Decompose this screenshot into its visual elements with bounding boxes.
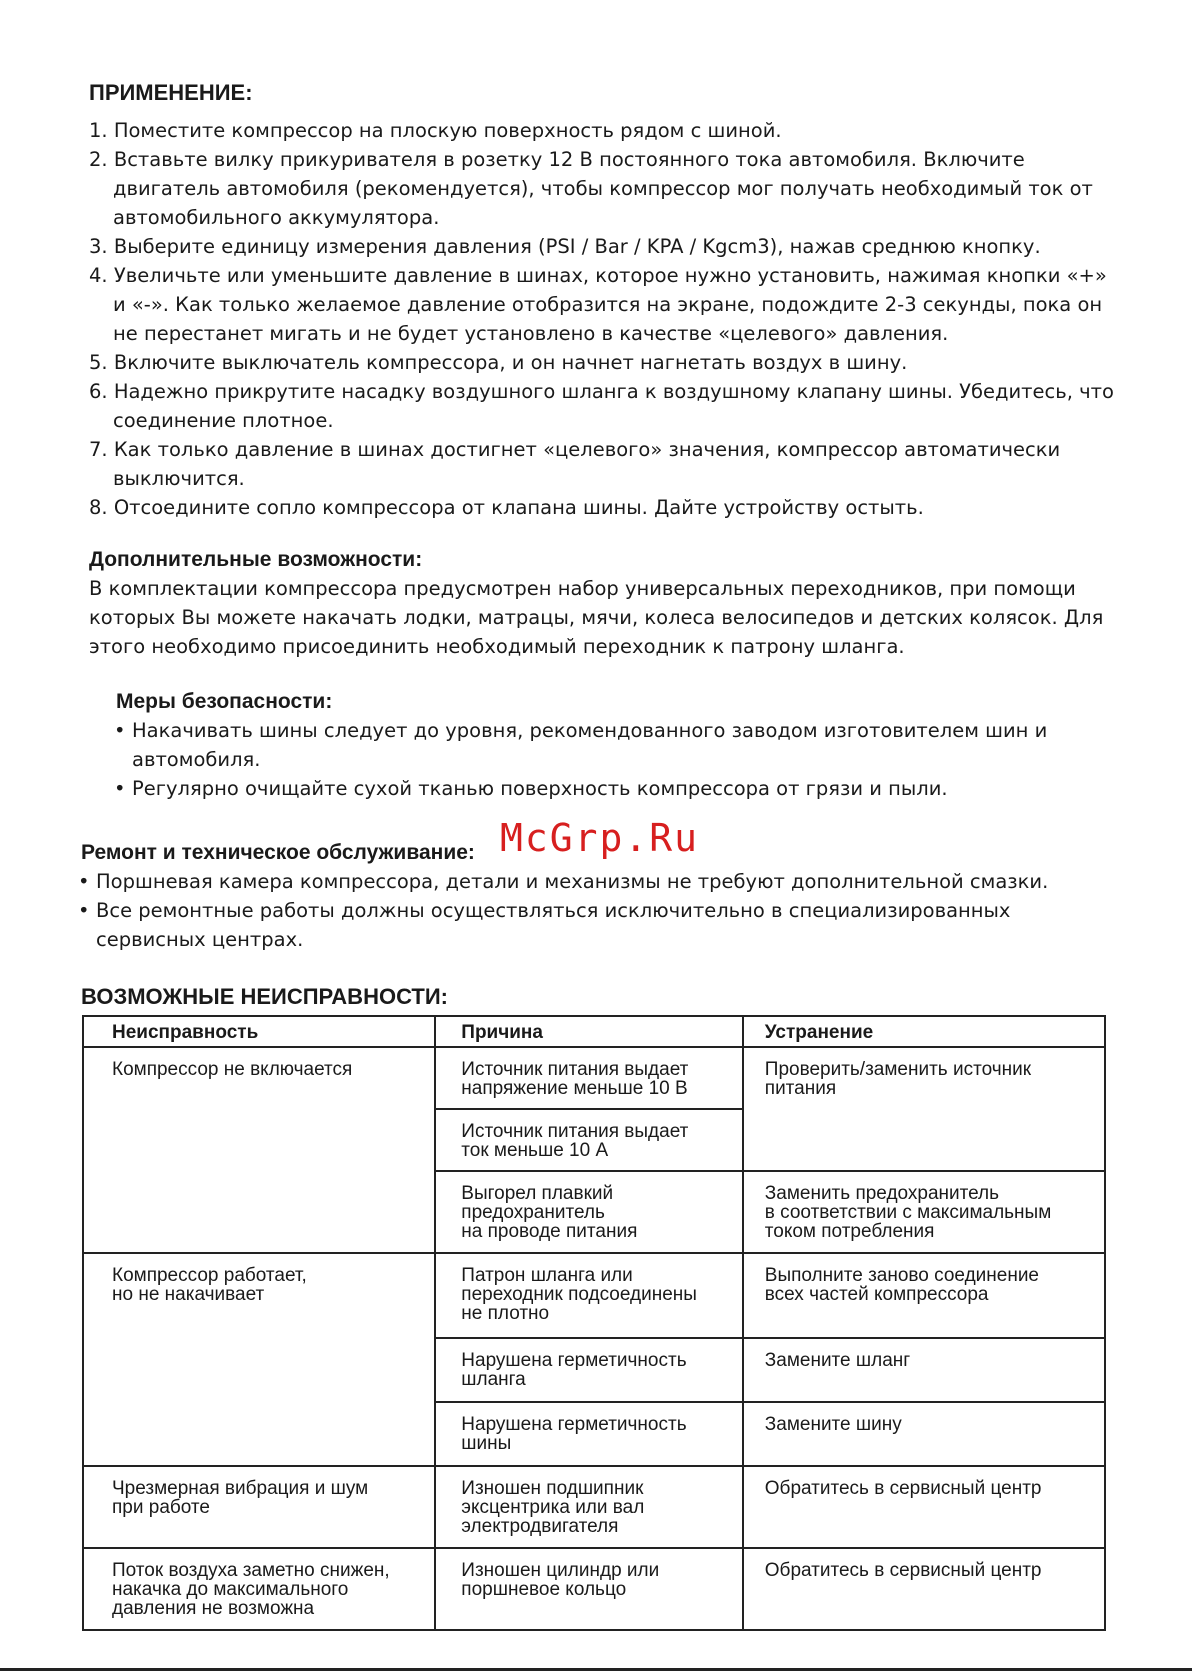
safety-item <box>114 716 1074 774</box>
step-text: Включите выключатель компрессора, и он начнет нагнетать воздух в шину. <box>113 351 908 374</box>
cause-cell: Источник питания выдает ток меньше 10 А <box>435 1109 743 1171</box>
step-text: Поместите компрессор на плоскую поверхность рядом с шиной. <box>113 119 782 142</box>
cause-cell: Источник питания выдает напряжение меньше 10 В <box>435 1047 743 1109</box>
fix-cell: Обратитесь в сервисный центр <box>743 1548 1105 1630</box>
step-number: 4. <box>89 264 108 287</box>
fix-cell: Замените шину <box>743 1402 1105 1466</box>
step-text: Как только давление в шинах достигнет «целевого» значения, компрессор автоматически выключится. <box>113 438 1061 490</box>
step-number: 6. <box>89 380 108 403</box>
step-text: Вставьте вилку прикуривателя в розетку 12 В постоянного тока автомобиля. Включите двигатель автомобиля (рекомендуется), чтобы компрессор мог получать необходимый ток от автомобильного аккумулятора. <box>113 148 1093 229</box>
fault-cell: Поток воздуха заметно снижен, накачка до максимального давления не возможна <box>83 1548 435 1630</box>
step-text: Увеличьте или уменьшите давление в шинах, которое нужно установить, нажимая кнопки «+» и «-». Как только желаемое давление отобразится на экране, подождите 2-3 секунды, пока он не перестанет мигать и не будет установлено в качестве «целевого» давления. <box>113 264 1107 345</box>
usage-steps-list <box>89 116 1119 522</box>
cause-cell: Нарушена герметичность шины <box>435 1402 743 1466</box>
step-number: 5. <box>89 351 108 374</box>
cause-cell: Патрон шланга или переходник подсоединены не плотно <box>435 1253 743 1338</box>
fault-cell: Чрезмерная вибрация и шум при работе <box>83 1466 435 1548</box>
fix-cell: Заменить предохранитель в соответствии с максимальным током потребления <box>743 1171 1105 1253</box>
header-fix: Устранение <box>743 1016 1105 1047</box>
fix-cell: Обратитесь в сервисный центр <box>743 1466 1105 1548</box>
extras-text: В комплектации компрессора предусмотрен набор универсальных переходников, при помощи которых Вы можете накачать лодки, матрацы, мячи, колеса велосипедов и детских колясок. Для этого необходимо присоединить необходимый переходник к патрону шланга. <box>89 577 1104 658</box>
cause-cell: Выгорел плавкий предохранитель на проводе питания <box>435 1171 743 1253</box>
bottom-divider <box>0 1668 1192 1671</box>
step-number: 7. <box>89 438 108 461</box>
usage-step <box>89 116 1119 145</box>
cause-cell: Нарушена герметичность шланга <box>435 1338 743 1402</box>
maintenance-item-text: Все ремонтные работы должны осуществляться исключительно в специализированных сервисных центрах. <box>96 899 1011 951</box>
fault-cell: Компрессор не включается <box>83 1047 435 1253</box>
usage-step <box>89 493 1119 522</box>
bullet-icon: • <box>78 899 90 922</box>
table-header-row <box>83 1016 1105 1047</box>
step-number: 2. <box>89 148 108 171</box>
safety-list <box>114 716 1074 803</box>
safety-title: Меры безопасности: <box>116 690 333 713</box>
step-number: 8. <box>89 496 108 519</box>
fix-cell: Выполните заново соединение всех частей компрессора <box>743 1253 1105 1338</box>
fix-cell: Проверить/заменить источник питания <box>743 1047 1105 1171</box>
fix-cell: Замените шланг <box>743 1338 1105 1402</box>
usage-step <box>89 348 1119 377</box>
cause-cell: Изношен цилиндр или поршневое кольцо <box>435 1548 743 1630</box>
faults-title: ВОЗМОЖНЫЕ НЕИСПРАВНОСТИ: <box>81 984 448 1009</box>
table-row <box>83 1253 1105 1338</box>
header-cause: Причина <box>435 1016 743 1047</box>
usage-step <box>89 435 1119 493</box>
step-text: Отсоедините сопло компрессора от клапана шины. Дайте устройству остыть. <box>113 496 924 519</box>
table-row <box>83 1466 1105 1548</box>
safety-item <box>114 774 1074 803</box>
table-row <box>83 1548 1105 1630</box>
step-text: Выберите единицу измерения давления (PSI / Bar / KPA / Kgcm3), нажав среднюю кнопку. <box>113 235 1041 258</box>
maintenance-list <box>78 867 1088 954</box>
usage-step <box>89 145 1119 232</box>
bullet-icon: • <box>114 719 126 742</box>
maintenance-item-text: Поршневая камера компрессора, детали и механизмы не требуют дополнительной смазки. <box>96 870 1049 893</box>
fault-cell: Компрессор работает, но не накачивает <box>83 1253 435 1466</box>
faults-table <box>82 1015 1106 1631</box>
usage-step <box>89 232 1119 261</box>
safety-item-text: Регулярно очищайте сухой тканью поверхность компрессора от грязи и пыли. <box>132 777 948 800</box>
bullet-icon: • <box>114 777 126 800</box>
usage-step <box>89 377 1119 435</box>
maintenance-item <box>78 896 1088 954</box>
usage-step <box>89 261 1119 348</box>
safety-item-text: Накачивать шины следует до уровня, рекомендованного заводом изготовителем шин и автомобиля. <box>132 719 1048 771</box>
table-row <box>83 1047 1105 1109</box>
step-number: 1. <box>89 119 108 142</box>
bullet-icon: • <box>78 870 90 893</box>
header-fault: Неисправность <box>83 1016 435 1047</box>
usage-title: ПРИМЕНЕНИЕ: <box>89 80 253 105</box>
step-text: Надежно прикрутите насадку воздушного шланга к воздушному клапану шины. Убедитесь, что соединение плотное. <box>113 380 1114 432</box>
extras-title: Дополнительные возможности: <box>89 548 423 571</box>
watermark-text: McGrp.Ru <box>500 816 700 860</box>
maintenance-title: Ремонт и техническое обслуживание: <box>81 841 475 864</box>
cause-cell: Изношен подшипник эксцентрика или вал электродвигателя <box>435 1466 743 1548</box>
step-number: 3. <box>89 235 108 258</box>
maintenance-item <box>78 867 1088 896</box>
